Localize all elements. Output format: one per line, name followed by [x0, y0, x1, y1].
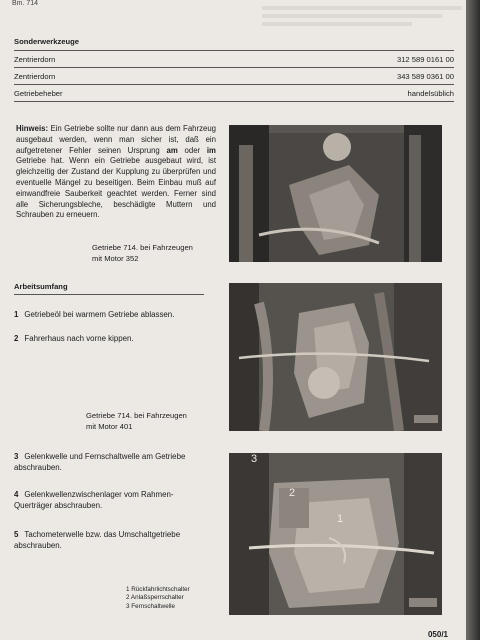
step-number: 3 — [14, 452, 19, 461]
photo-callout-3: 3 — [251, 453, 258, 465]
step-number: 2 — [14, 334, 19, 343]
caption-line: Getriebe 714. bei Fahrzeugen — [86, 411, 187, 420]
step-item — [14, 309, 210, 320]
transmission-photo-2 — [229, 283, 442, 431]
tool-name: Getriebeheber — [14, 88, 63, 98]
step-item — [14, 489, 210, 511]
section-heading: Arbeitsumfang — [14, 282, 204, 295]
page-header-model: Bm. 714 — [12, 0, 39, 7]
figure-caption-1 — [92, 243, 193, 264]
ghost-text — [262, 6, 462, 10]
step-text: Fahrerhaus nach vorne kippen. — [24, 334, 134, 343]
step-text: Gelenkwelle und Fernschaltwelle am Getriebe abschrauben. — [14, 452, 186, 472]
table-row — [14, 85, 454, 102]
table-row — [14, 68, 454, 85]
step-number: 5 — [14, 530, 19, 539]
photo-callout-2: 2 — [289, 487, 296, 499]
step-text: Tachometerwelle bzw. das Umschaltgetriebe abschrauben. — [14, 530, 181, 550]
step-item — [14, 333, 210, 344]
figure-caption-2 — [86, 411, 187, 432]
tool-number: handelsüblich — [407, 88, 454, 98]
step-number: 4 — [14, 490, 19, 499]
tool-number: 343 589 0361 00 — [396, 71, 454, 81]
photo-callout-1: 1 — [337, 513, 344, 525]
step-text: Getriebeöl bei warmem Getriebe ablassen. — [24, 310, 175, 319]
step-text: Gelenkwellenzwischenlager vom Rahmen-Querträger abschrauben. — [14, 490, 174, 510]
page-number: 050/1 — [427, 630, 448, 639]
tools-title: Sonderwerkzeuge — [14, 37, 454, 51]
ghost-text — [262, 22, 412, 26]
legend-item: 1 Rückfahrlichtschalter — [126, 586, 190, 593]
special-tools-table — [14, 37, 454, 102]
step-item — [14, 451, 210, 473]
caption-line: mit Motor 401 — [86, 421, 133, 431]
page-edge-shadow — [466, 0, 480, 640]
tool-name: Zentrierdorn — [14, 71, 56, 81]
note-emph: am — [166, 145, 178, 155]
tool-number: 312 589 0161 00 — [396, 54, 454, 64]
step-item — [14, 529, 210, 551]
note-text: Ein Getriebe sollte nur dann aus dem Fahrzeug ausgebaut werden, wenn man sicher ist, daß ein aufgetretener Fehler seinen Ursprung — [16, 124, 216, 155]
transmission-photo-3 — [229, 453, 442, 615]
legend-item: 2 Anlaßsperrschalter — [126, 594, 184, 602]
tool-name: Zentrierdorn — [14, 54, 56, 64]
note-text: oder — [177, 145, 207, 155]
ghost-text — [262, 14, 442, 18]
transmission-photo-1 — [229, 125, 442, 262]
note-label: Hinweis: — [16, 124, 49, 133]
step-number: 1 — [14, 310, 19, 319]
caption-line: mit Motor 352 — [92, 253, 139, 263]
caption-line: Getriebe 714. bei Fahrzeugen — [92, 243, 193, 252]
note-text: Getriebe hat. Wenn ein Getriebe ausgebaut wird, ist gleichzeitig der Zustand der Kupplung zu überprüfen und eventuelle Mängel zu beseitigen. Beim Einbau muß auf einwandfreie Sauberkeit geachtet werden. Ferner sind alle Sicherungsbleche, beschädigte Muttern und Schrauben zu erneuern. — [16, 156, 216, 220]
photo-legend — [126, 586, 190, 611]
note-emph: im — [206, 145, 216, 155]
legend-item: 3 Fernschaltwelle — [126, 602, 175, 610]
table-row — [14, 51, 454, 68]
note-paragraph — [16, 124, 216, 221]
